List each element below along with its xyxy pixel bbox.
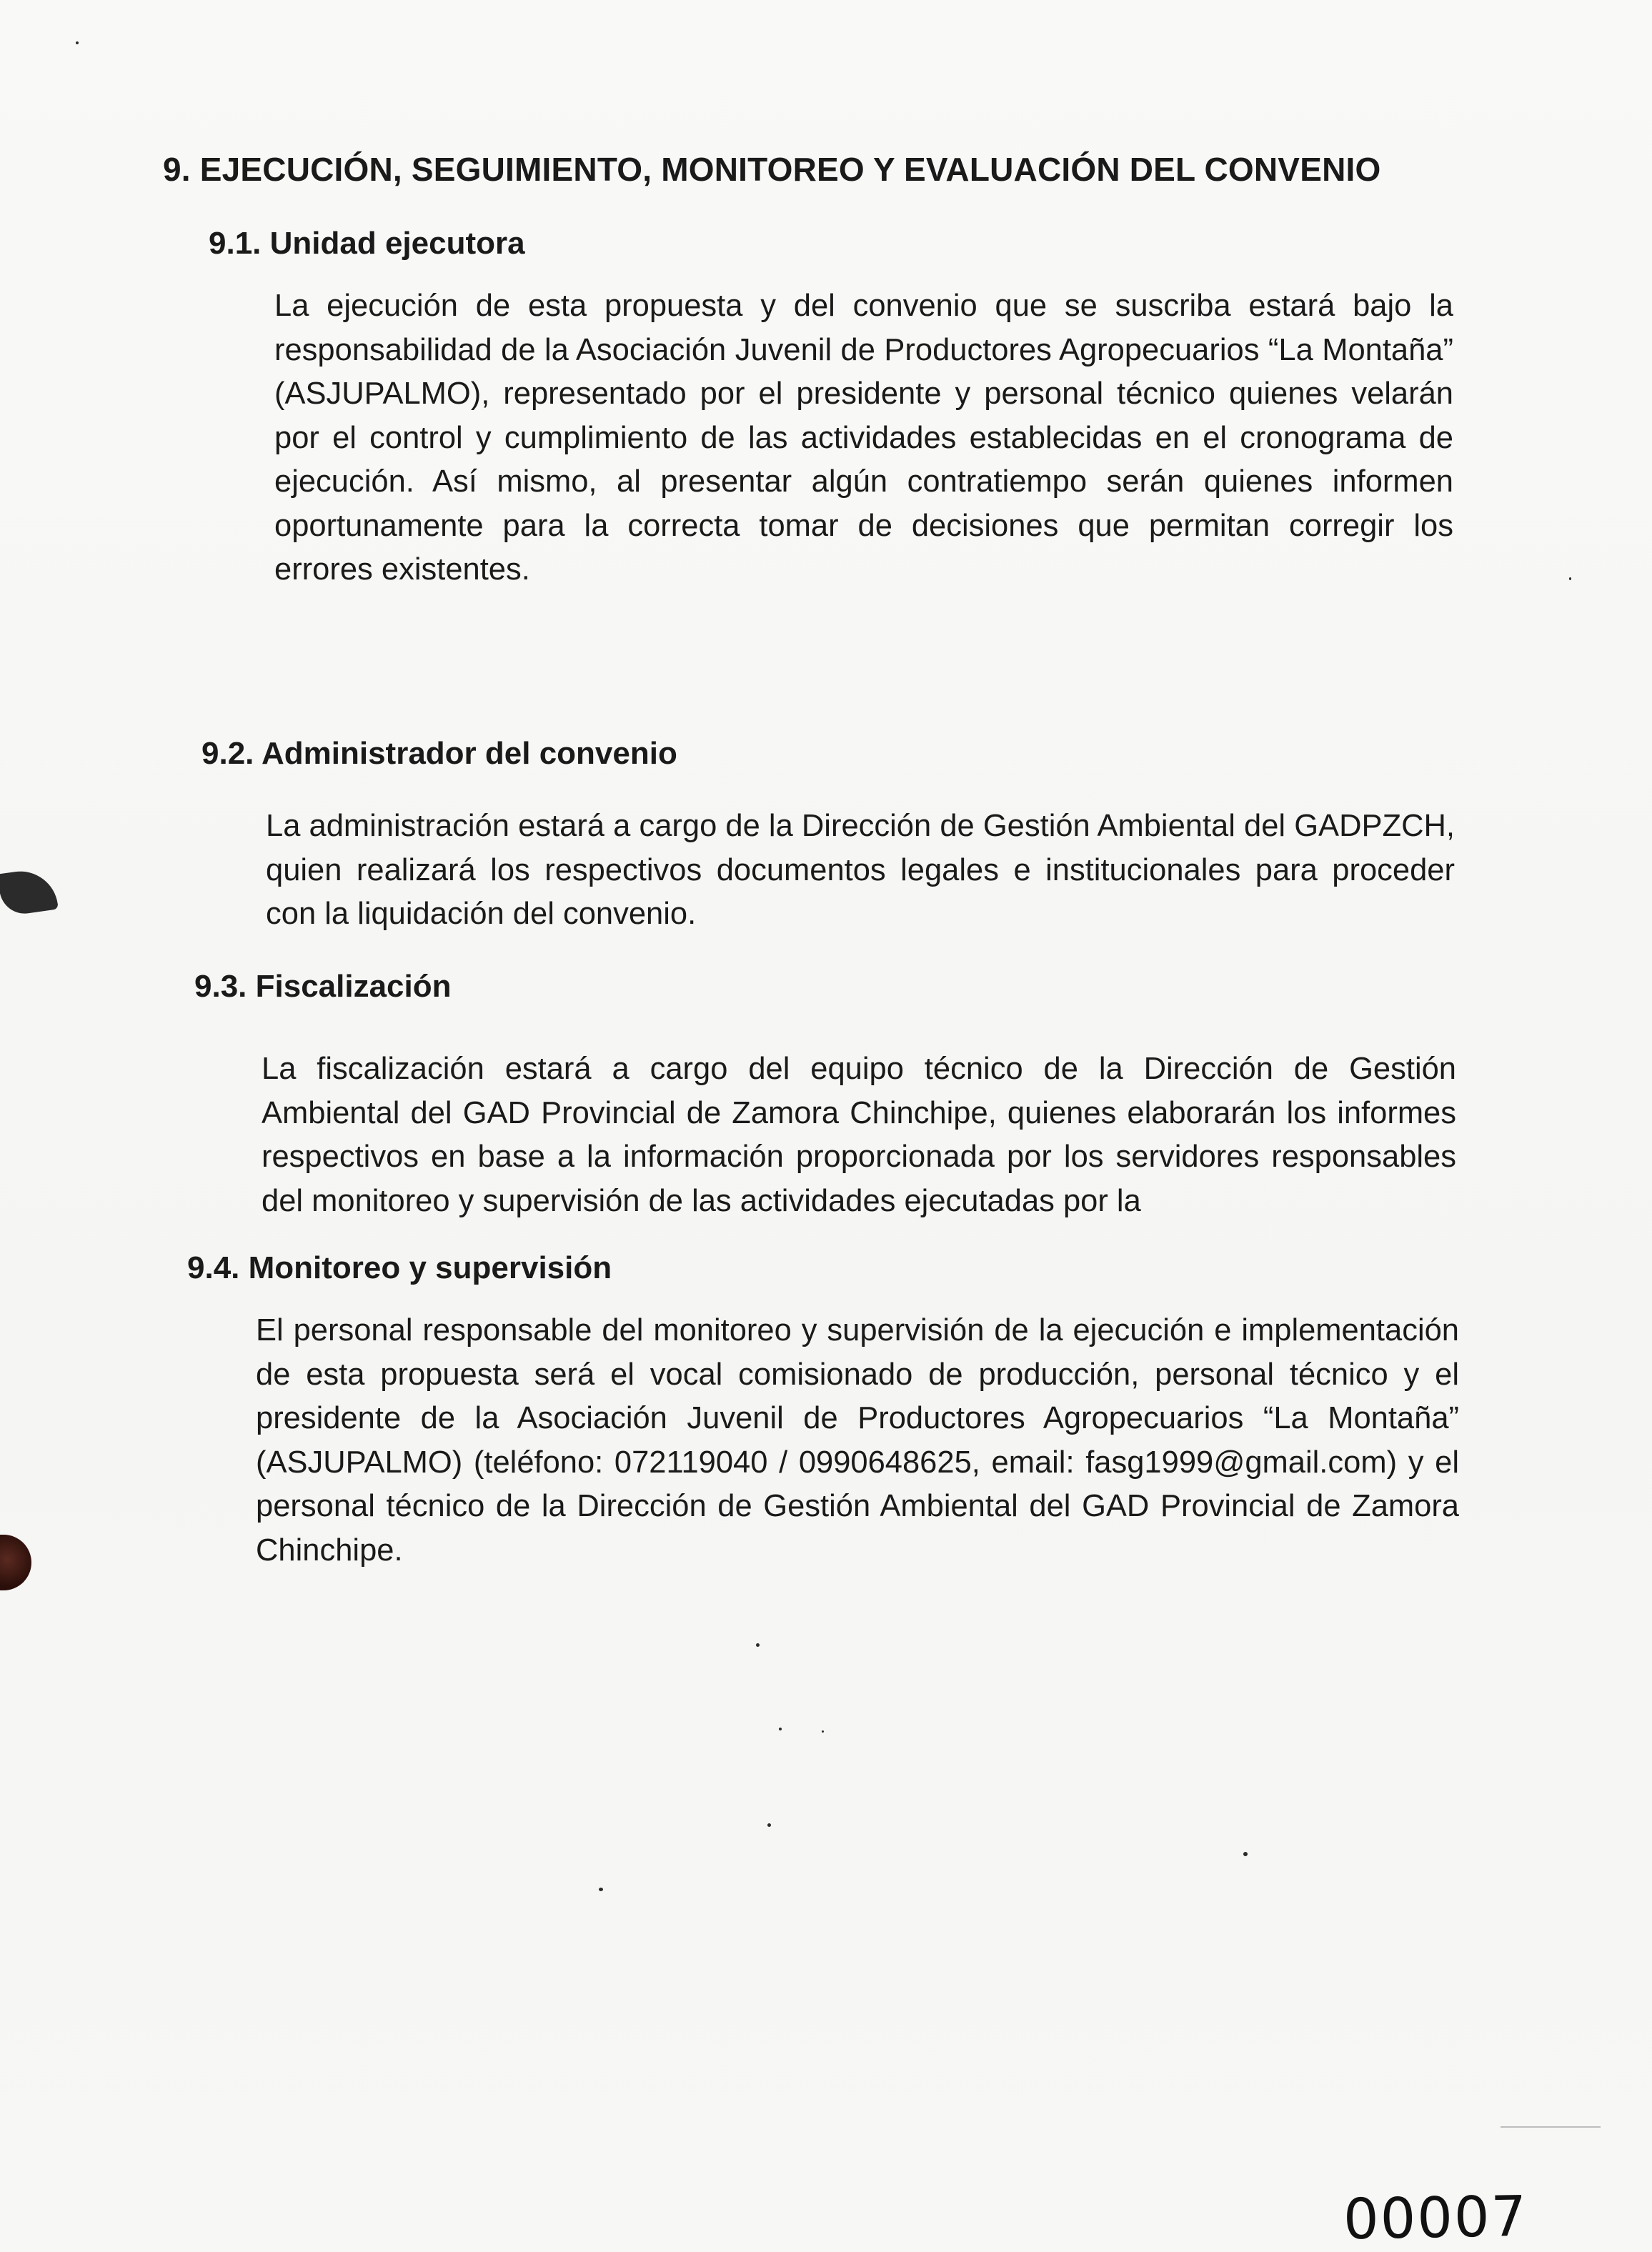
page-number: 00007 bbox=[1343, 2184, 1528, 2252]
scan-speck bbox=[1243, 1852, 1248, 1856]
scan-speck bbox=[779, 1728, 782, 1730]
scan-speck bbox=[1569, 577, 1571, 580]
scan-speck bbox=[76, 41, 79, 44]
section-heading: 9. EJECUCIÓN, SEGUIMIENTO, MONITOREO Y EVALUACIÓN DEL CONVENIO bbox=[163, 151, 1381, 188]
scan-speck bbox=[822, 1730, 824, 1733]
subsection-title-unidad-ejecutora: 9.1. Unidad ejecutora bbox=[209, 226, 525, 261]
scan-blot-top bbox=[0, 867, 59, 917]
subsection-title-fiscalizacion: 9.3. Fiscalización bbox=[194, 969, 452, 1004]
scan-blot-bottom bbox=[0, 1535, 31, 1590]
scan-speck bbox=[756, 1643, 760, 1647]
subsection-title-monitoreo: 9.4. Monitoreo y supervisión bbox=[187, 1250, 612, 1285]
paragraph-unidad-ejecutora: La ejecución de esta propuesta y del convenio que se suscriba estará bajo la responsabilidad de la Asociación Juvenil de Productores Agropecuarios “La Montaña” (ASJUPALMO), representado por el presidente y personal técnico quienes velarán por el control y cumplimiento de las actividades establecidas en el cronograma de ejecución. Así mismo, al presentar algún contratiempo serán quienes informen oportunamente para la correcta tomar de decisiones que permitan corregir los errores existentes. bbox=[274, 289, 1453, 587]
scan-line-mark bbox=[1501, 2126, 1601, 2128]
paragraph-administrador: La administración estará a cargo de la Dirección de Gestión Ambiental del GADPZCH, quien realizará los respectivos documentos legales e institucionales para proceder con la liquidación del convenio. bbox=[266, 809, 1455, 931]
paragraph-monitoreo: El personal responsable del monitoreo y supervisión de la ejecución e implementación de esta propuesta será el vocal comisionado de producción, personal técnico y el presidente de la Asociación Juvenil de Productores Agropecuarios “La Montaña” (ASJUPALMO) (teléfono: 072119040 / 0990648625, email: fasg1999@gmail.com) y el personal técnico de la Dirección de Gestión Ambiental del GAD Provincial de Zamora Chinchipe. bbox=[256, 1313, 1459, 1568]
subsection-title-administrador: 9.2. Administrador del convenio bbox=[201, 736, 677, 771]
scan-speck bbox=[767, 1823, 771, 1827]
paragraph-fiscalizacion: La fiscalización estará a cargo del equipo técnico de la Dirección de Gestión Ambiental del GAD Provincial de Zamora Chinchipe, quienes elaborarán los informes respectivos en base a la información proporcionada por los servidores responsables del monitoreo y supervisión de las actividades ejecutadas por la bbox=[262, 1052, 1456, 1218]
scan-speck bbox=[599, 1888, 603, 1891]
